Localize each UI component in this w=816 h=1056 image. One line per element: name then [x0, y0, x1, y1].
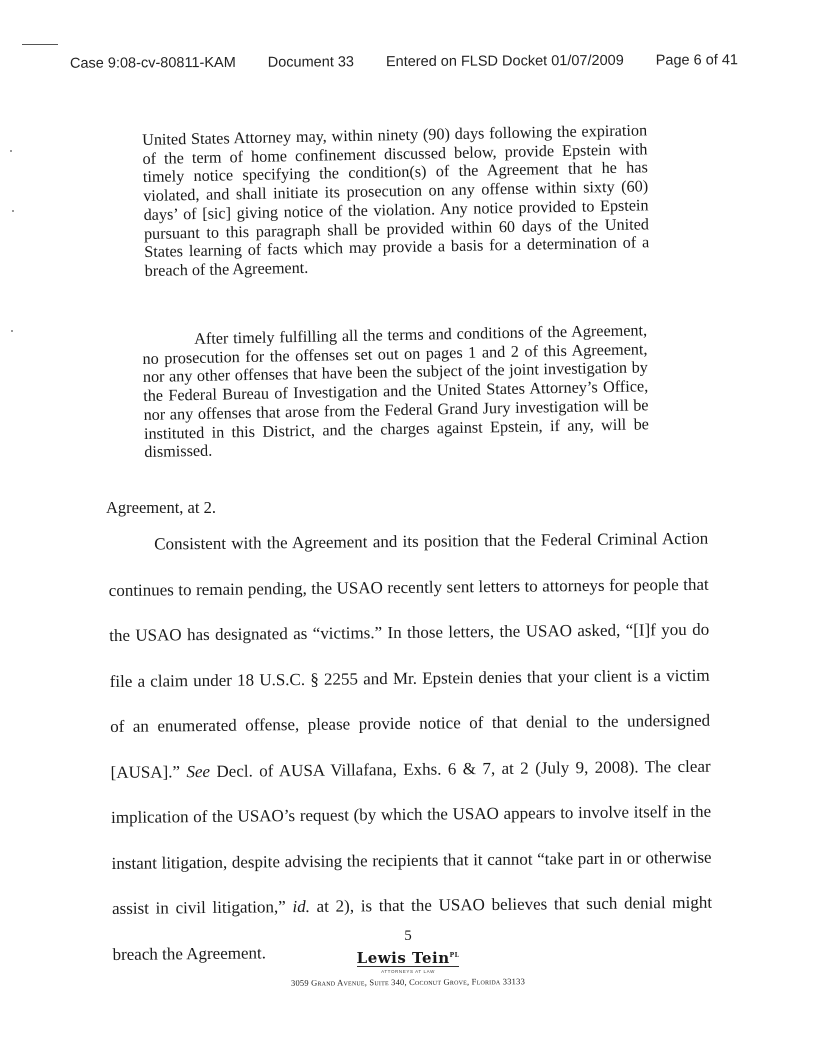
id-signal: id. [292, 896, 310, 917]
firm-tagline: ATTORNEYS AT LAW [381, 969, 435, 974]
scan-artifact-dot [11, 330, 13, 332]
docket-header [70, 52, 738, 71]
firm-suffix: PL [449, 952, 460, 959]
scan-artifact-dot [12, 210, 14, 212]
body-text-part: Consistent with the Agreement and its position that the Federal Criminal Action continues to remain pending, the USAO recently sent letters to attorneys for people that the USAO has designated as “victims.” In those letters, the USAO asked, “[I]f you do file a claim under 18 U.S.C. § 2255 and Mr. Epstein denies that your client is a victim of an enumerated offense, please provide notice of that denial to the undersigned [AUSA].” [108, 528, 711, 782]
firm-name: Lewis Tein$^{PL}$ [356, 949, 460, 967]
page-indicator: Page 6 of 41 [655, 52, 739, 69]
page-number: 5 [404, 928, 412, 944]
scan-artifact-line [22, 44, 58, 45]
quote-text: United States Attorney may, within ninety (90) days following the expiration of the term of home confinement discussed below, provide Epstein with timely notice specifying the condition(s) of the Agreement that he has violated, and shall initiate its prosecution on any offense within sixty (60) days’ of [sic] giving notice of the violation. Any notice provided to Epstein pursuant to this paragraph shall be provided within 60 days of the United States learning of facts which may provide a basis for a determination of a breach of the Agreement. [142, 121, 650, 280]
see-signal: See [186, 761, 211, 781]
docket-entry: Entered on FLSD Docket 01/07/2009 [385, 52, 624, 71]
body-paragraph [108, 516, 713, 977]
block-quote-paragraph-2 [142, 321, 649, 462]
block-quote-paragraph-1 [142, 121, 650, 280]
document-number: Document 33 [267, 54, 355, 71]
case-number: Case 9:08-cv-80811-KAM [69, 54, 236, 72]
scan-artifact-dot [10, 150, 12, 152]
quote-text: After timely fulfilling all the terms and conditions of the Agreement, no prosecution for the offenses set out on pages 1 and 2 of this Agreement, nor any other offenses that have been the subject of the joint investigation by the Federal Bureau of Investigation and the United States Attorney’s Office, nor any offenses that arose from the Federal Grand Jury investigation will be instituted in this District, and the charges against Epstein, if any, will be dismissed. [142, 321, 650, 462]
body-text-part: at 2), is that the USAO believes that such denial might breach the Agreement. [112, 892, 713, 964]
firm-logo [0, 948, 816, 974]
firm-address: 3059 Grand Avenue, Suite 340, Coconut Grove, Florida 33133 [290, 976, 526, 988]
body-text-part: Decl. of AUSA Villafana, Exhs. 6 & 7, at 2 (July 9, 2008). The clear implication of the USAO’s request (by which the USAO appears to involve itself in the instant litigation, despite advising the recipients that it cannot “take part in or otherwise assist in civil litigation,” [110, 756, 712, 918]
quote-citation: Agreement, at 2. [106, 498, 216, 517]
